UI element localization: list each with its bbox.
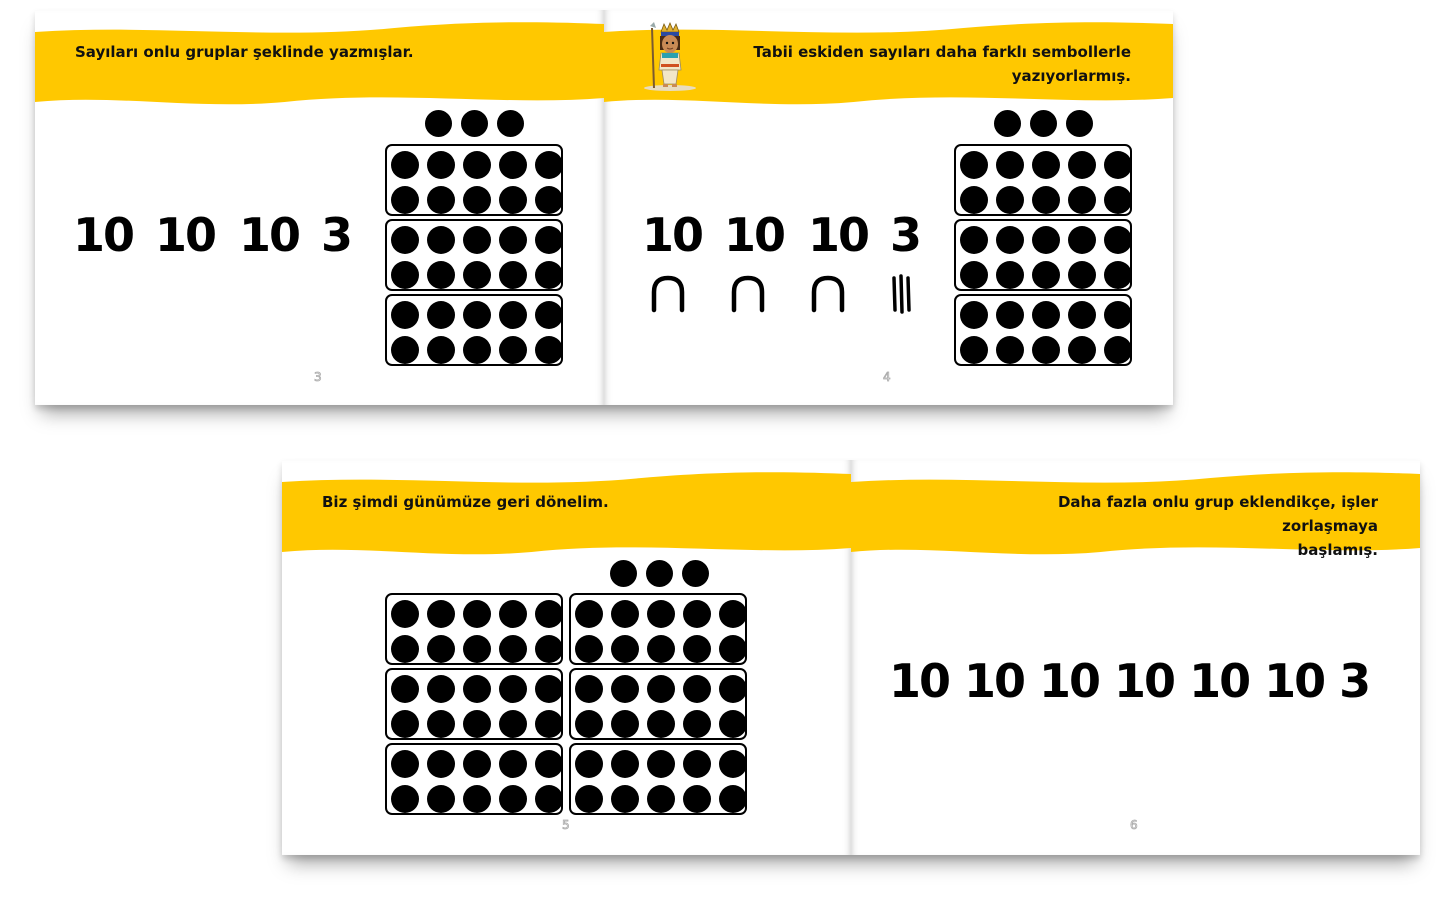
ten-frame-stack-right [569,593,747,818]
counter-dot [535,261,563,289]
ten-frame [569,668,747,740]
ten-frame-stack [954,144,1132,369]
counter-dot [646,560,673,587]
egyptian-ten-icon [648,274,694,314]
counter-dot [499,301,527,329]
counter-dot [1104,336,1132,364]
counter-dot [427,301,455,329]
counter-dot [1032,261,1060,289]
counter-dot [960,226,988,254]
counter-dot [611,600,639,628]
page-header: Biz şimdi günümüze geri dönelim. [322,493,609,511]
page-number: 3 [314,370,322,384]
page-number: 6 [1130,818,1138,832]
counter-dot [960,336,988,364]
number: 10 [642,208,703,262]
counter-dot [463,710,491,738]
page-6 [851,460,1420,855]
counter-dot [611,710,639,738]
counter-dot [1032,186,1060,214]
counter-dot [535,226,563,254]
counter-dot [463,785,491,813]
page-4 [604,10,1173,405]
number: 3 [321,208,352,262]
counter-dot [427,336,455,364]
counter-dot [719,675,747,703]
counter-dot [647,600,675,628]
counter-dot [391,186,419,214]
page-3 [35,10,604,405]
ten-frame [954,219,1132,291]
counter-dot [391,301,419,329]
egyptian-ten-icon [808,274,854,314]
counter-dot [499,226,527,254]
counter-dot [499,750,527,778]
counter-dot [535,710,563,738]
counter-dot [575,635,603,663]
ten-frame [385,294,563,366]
counter-dot [427,226,455,254]
counter-dot [427,710,455,738]
counter-dot [1030,110,1057,137]
page-header [958,490,1378,562]
counter-dot [719,710,747,738]
counter-dot [683,600,711,628]
header-line: yazıyorlarmış. [1011,67,1131,85]
counter-dot [463,151,491,179]
counter-dot [1032,226,1060,254]
egyptian-ten-icon [728,274,774,314]
counter-dot [535,151,563,179]
number: 10 [724,208,785,262]
counter-dot [463,226,491,254]
counter-dot [463,261,491,289]
counter-dot [463,600,491,628]
number-row [642,208,920,262]
ten-frame [385,144,563,216]
counter-dot [647,635,675,663]
counter-dot [647,750,675,778]
counter-dot [427,750,455,778]
counter-dot [994,110,1021,137]
counter-dot [1104,226,1132,254]
counter-dot [427,186,455,214]
counter-dot [427,151,455,179]
counter-dot [1068,261,1096,289]
counter-dot [683,785,711,813]
counter-dot [535,600,563,628]
counter-dot [499,261,527,289]
counter-dot [1066,110,1093,137]
counter-dot [611,750,639,778]
counter-dot [996,336,1024,364]
counter-dot [391,336,419,364]
counter-dot [1032,336,1060,364]
loose-dots [994,110,1093,137]
counter-dot [575,785,603,813]
counter-dot [463,336,491,364]
counter-dot [960,301,988,329]
ten-frame [569,743,747,815]
counter-dot [499,785,527,813]
number-row [73,208,351,262]
ten-frame [954,144,1132,216]
counter-dot [499,675,527,703]
counter-dot [996,261,1024,289]
counter-dot [719,750,747,778]
number-row [889,654,1369,708]
ten-frame [385,219,563,291]
number: 10 [73,208,134,262]
number: 10 [964,654,1025,708]
counter-dot [499,600,527,628]
counter-dot [463,675,491,703]
counter-dot [996,301,1024,329]
counter-dot [499,151,527,179]
counter-dot [391,600,419,628]
counter-dot [391,635,419,663]
counter-dot [996,186,1024,214]
page-number: 4 [883,370,891,384]
header-line: başlamış. [1297,541,1378,559]
counter-dot [611,675,639,703]
number: 10 [1039,654,1100,708]
counter-dot [960,151,988,179]
counter-dot [427,600,455,628]
counter-dot [683,750,711,778]
ten-frame [385,668,563,740]
number: 10 [808,208,869,262]
counter-dot [683,675,711,703]
counter-dot [427,635,455,663]
ten-frame [385,743,563,815]
counter-dot [575,675,603,703]
counter-dot [499,186,527,214]
ten-frame-stack-left [385,593,563,818]
page-number: 5 [562,818,570,832]
counter-dot [391,785,419,813]
counter-dot [719,600,747,628]
ten-frame [569,593,747,665]
egyptian-three-strokes-icon [884,274,930,314]
page-5 [282,460,851,855]
counter-dot [683,710,711,738]
counter-dot [647,675,675,703]
counter-dot [1104,261,1132,289]
counter-dot [427,785,455,813]
loose-dots [610,560,709,587]
ancient-symbol-row [648,274,930,314]
ten-frame [385,593,563,665]
page-header [711,40,1131,88]
counter-dot [610,560,637,587]
counter-dot [647,785,675,813]
page-header: Sayıları onlu gruplar şeklinde yazmışlar. [75,43,414,61]
counter-dot [960,186,988,214]
counter-dot [391,750,419,778]
counter-dot [535,301,563,329]
number: 10 [889,654,950,708]
counter-dot [996,151,1024,179]
counter-dot [535,336,563,364]
number: 10 [1264,654,1325,708]
counter-dot [1104,186,1132,214]
counter-dot [463,750,491,778]
header-line: Daha fazla onlu grup eklendikçe, işler zorlaşmaya [1057,493,1378,535]
counter-dot [960,261,988,289]
counter-dot [1068,226,1096,254]
ten-frame [954,294,1132,366]
number: 10 [1114,654,1175,708]
counter-dot [499,336,527,364]
counter-dot [427,261,455,289]
counter-dot [535,635,563,663]
counter-dot [1104,301,1132,329]
counter-dot [1032,301,1060,329]
counter-dot [575,600,603,628]
counter-dot [463,635,491,663]
number: 3 [1339,654,1370,708]
counter-dot [719,635,747,663]
counter-dot [1104,151,1132,179]
counter-dot [996,226,1024,254]
number: 10 [155,208,216,262]
counter-dot [497,110,524,137]
counter-dot [391,710,419,738]
counter-dot [575,710,603,738]
counter-dot [1068,186,1096,214]
counter-dot [391,675,419,703]
counter-dot [463,186,491,214]
counter-dot [575,750,603,778]
book-spread-bottom [282,460,1420,855]
counter-dot [425,110,452,137]
counter-dot [535,750,563,778]
counter-dot [1068,336,1096,364]
counter-dot [461,110,488,137]
counter-dot [683,635,711,663]
counter-dot [1068,151,1096,179]
book-spread-top [35,10,1173,405]
counter-dot [1032,151,1060,179]
counter-dot [611,785,639,813]
number: 10 [239,208,300,262]
counter-dot [1068,301,1096,329]
counter-dot [499,635,527,663]
number: 3 [890,208,921,262]
egyptian-pharaoh-icon [634,20,704,92]
counter-dot [719,785,747,813]
number: 10 [1189,654,1250,708]
counter-dot [611,635,639,663]
counter-dot [463,301,491,329]
ten-frame-stack [385,144,563,369]
counter-dot [682,560,709,587]
loose-dots [425,110,524,137]
counter-dot [391,151,419,179]
counter-dot [535,186,563,214]
counter-dot [647,710,675,738]
counter-dot [499,710,527,738]
counter-dot [535,675,563,703]
header-line: Tabii eskiden sayıları daha farklı sembollerle [753,43,1131,61]
counter-dot [391,226,419,254]
counter-dot [427,675,455,703]
counter-dot [535,785,563,813]
counter-dot [391,261,419,289]
